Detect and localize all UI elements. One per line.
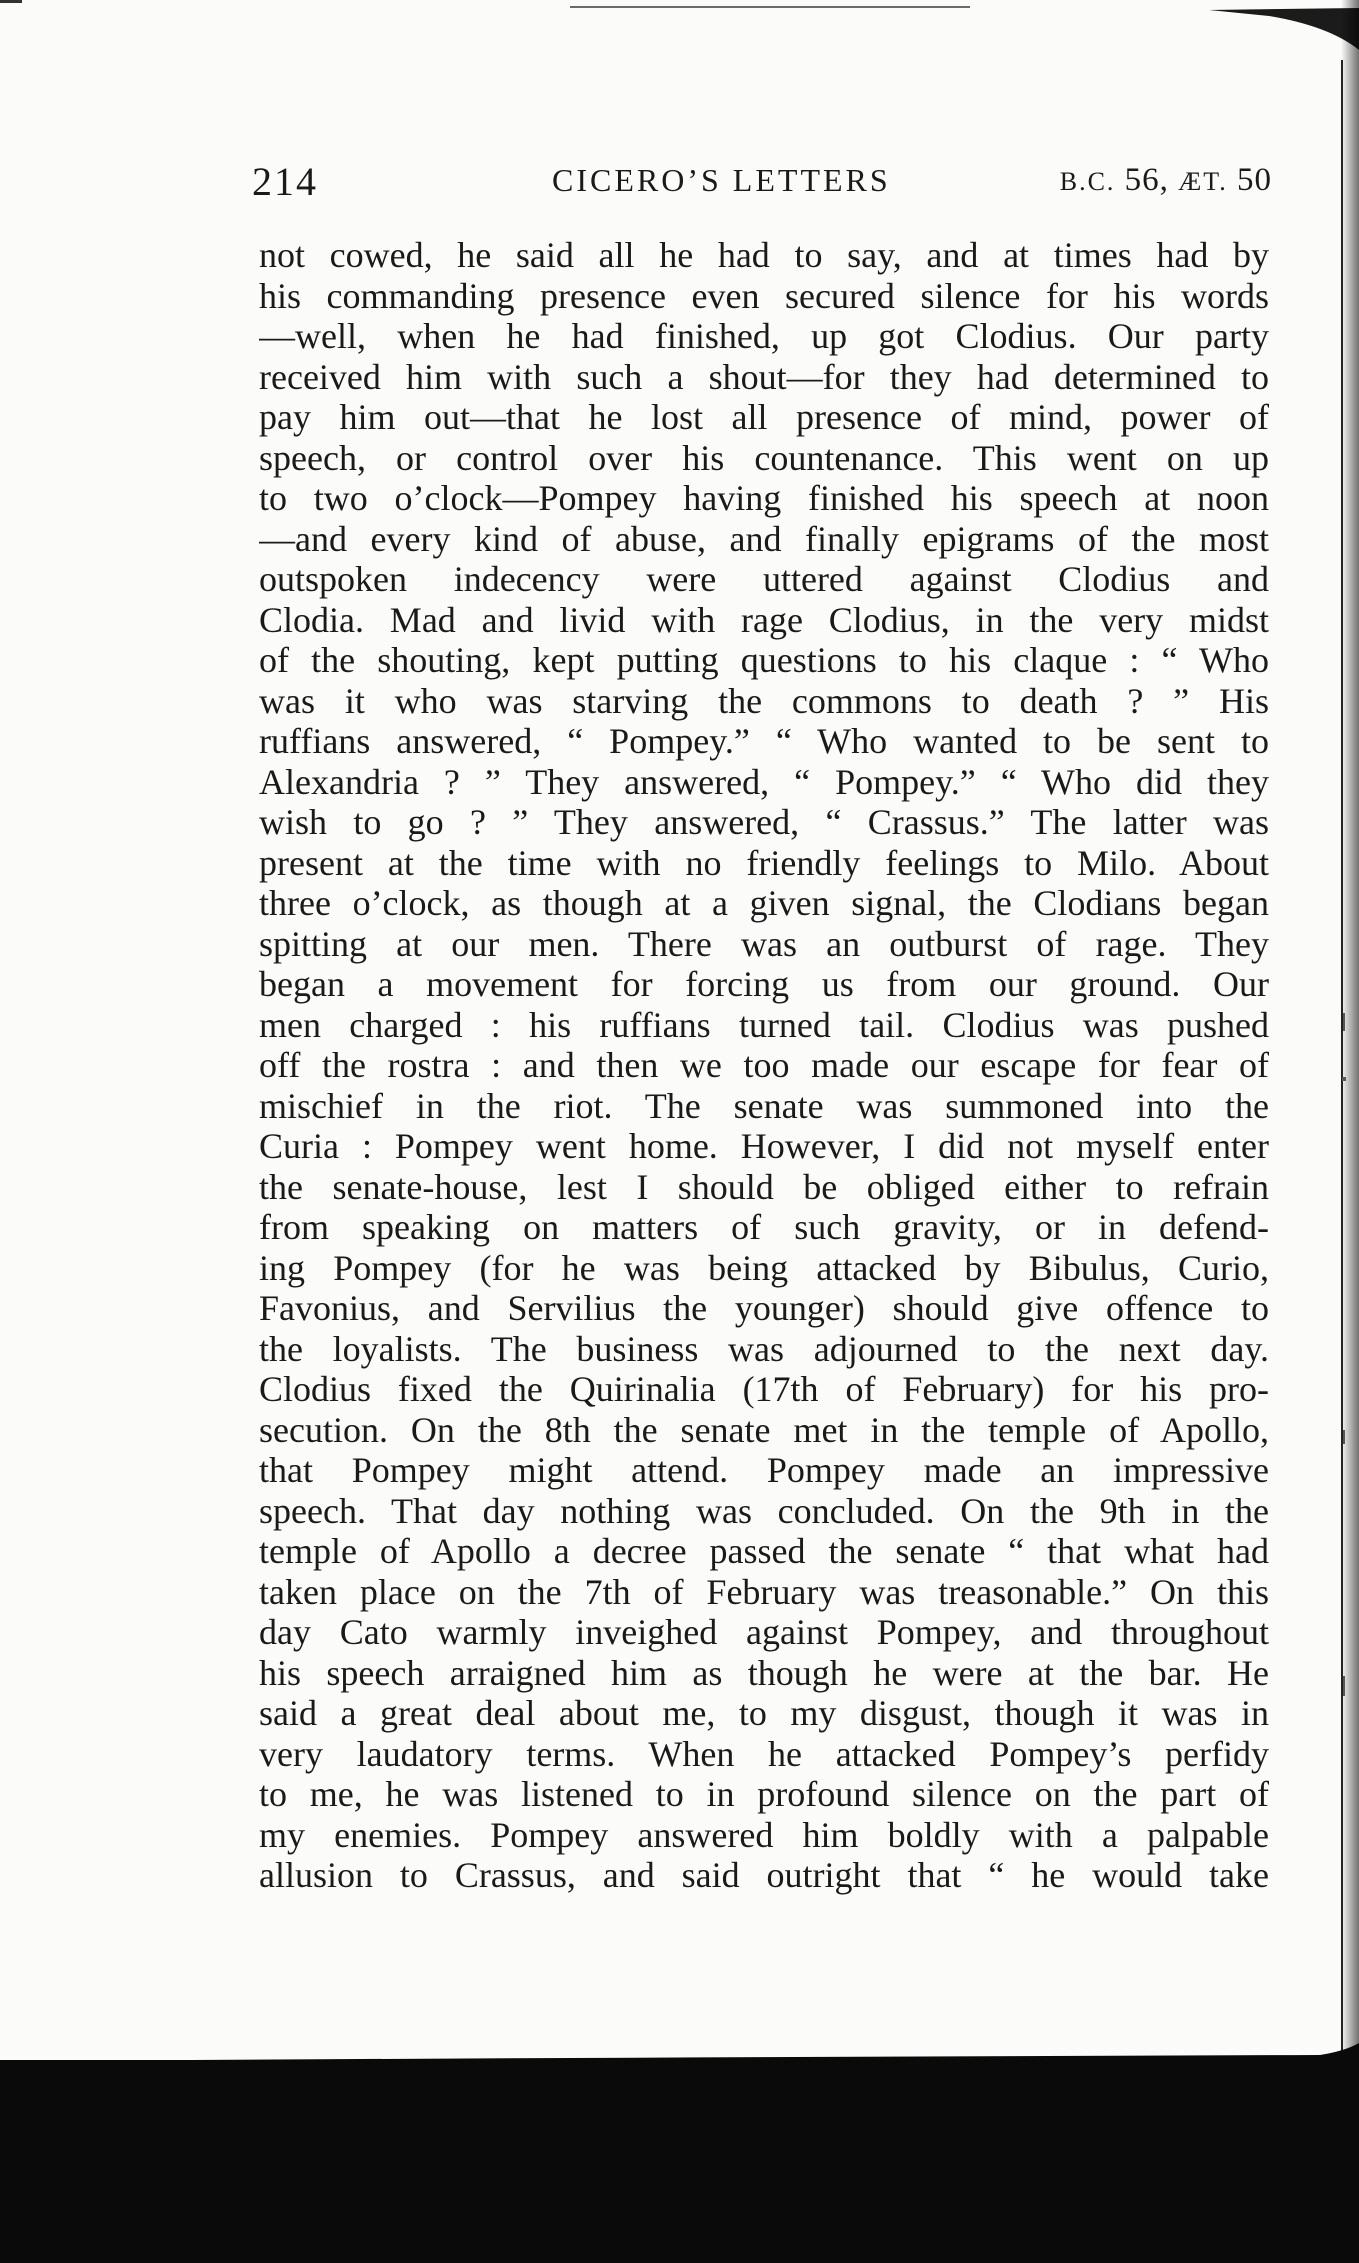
text-line: outspoken indecency were uttered against Clodius and	[259, 559, 1269, 599]
margin-speck	[1343, 1430, 1345, 1444]
body-text	[259, 235, 1269, 1896]
text-line: his speech arraigned him as though he were at the bar. He	[259, 1652, 1269, 1693]
text-line: to me, he was listened to in profound silence on the part of	[259, 1774, 1269, 1814]
text-line: men charged : his ruffians turned tail. Clodius was pushed	[259, 1004, 1269, 1045]
text-line: the loyalists. The business was adjourned to the next day.	[259, 1328, 1269, 1369]
text-line: secution. On the 8th the senate met in the temple of Apollo,	[259, 1409, 1269, 1450]
text-line: wish to go ? ” They answered, “ Crassus.” The latter was	[259, 802, 1269, 842]
text-line: Favonius, and Servilius the younger) should give offence to	[259, 1288, 1269, 1328]
text-line: speech, or control over his countenance. This went on up	[259, 437, 1269, 478]
top-scan-rule	[570, 6, 970, 8]
top-edge-mark	[0, 0, 22, 3]
text-line: ing Pompey (for he was being attacked by Bibulus, Curio,	[259, 1247, 1269, 1288]
text-line: pay him out—that he lost all presence of mind, power of	[259, 397, 1269, 437]
date-aet: ÆT.	[1178, 167, 1228, 196]
text-line: allusion to Crassus, and said outright that “ he would take	[259, 1855, 1269, 1895]
margin-speck	[1342, 1077, 1346, 1081]
text-line: Alexandria ? ” They answered, “ Pompey.” “ Who did they	[259, 761, 1269, 802]
text-line: not cowed, he said all he had to say, and at times had by	[259, 235, 1269, 275]
text-line: of the shouting, kept putting questions to his claque : “ Who	[259, 640, 1269, 680]
text-line: his commanding presence even secured silence for his words	[259, 275, 1269, 316]
text-line: said a great deal about me, to my disgust, though it was in	[259, 1693, 1269, 1733]
text-line: Clodius fixed the Quirinalia (17th of February) for his pro-	[259, 1369, 1269, 1409]
text-line: from speaking on matters of such gravity, or in defend-	[259, 1207, 1269, 1247]
text-line: three o’clock, as though at a given signal, the Clodians began	[259, 883, 1269, 923]
text-line: off the rostra : and then we too made our escape for fear of	[259, 1045, 1269, 1085]
text-line: the senate-house, lest I should be obliged either to refrain	[259, 1166, 1269, 1207]
text-line: Curia : Pompey went home. However, I did not myself enter	[259, 1126, 1269, 1166]
page-header	[252, 158, 1272, 208]
date-year: 56,	[1124, 162, 1169, 198]
text-line: —and every kind of abuse, and finally epigrams of the most	[259, 518, 1269, 559]
text-line: was it who was starving the commons to death ? ” His	[259, 680, 1269, 721]
margin-speck	[1343, 1676, 1345, 1696]
text-line: speech. That day nothing was concluded. On the 9th in the	[259, 1490, 1269, 1531]
text-line: day Cato warmly inveighed against Pompey, and throughout	[259, 1612, 1269, 1652]
text-line: mischief in the riot. The senate was summoned into the	[259, 1085, 1269, 1126]
text-line: received him with such a shout—for they had determined to	[259, 356, 1269, 397]
text-line: present at the time with no friendly feelings to Milo. About	[259, 842, 1269, 883]
date-reference	[1060, 162, 1272, 199]
page-corner-curl	[1209, 6, 1359, 56]
text-line: ruffians answered, “ Pompey.” “ Who wanted to be sent to	[259, 721, 1269, 761]
margin-speck	[1343, 1013, 1345, 1031]
text-line: temple of Apollo a decree passed the senate “ that what had	[259, 1531, 1269, 1571]
text-line: my enemies. Pompey answered him boldly with a palpable	[259, 1814, 1269, 1855]
running-head: CICERO’S LETTERS	[552, 162, 891, 198]
text-line: that Pompey might attend. Pompey made an impressive	[259, 1450, 1269, 1490]
text-line: Clodia. Mad and livid with rage Clodius, in the very midst	[259, 599, 1269, 640]
page-number: 214	[252, 159, 318, 204]
text-line: to two o’clock—Pompey having finished his speech at noon	[259, 478, 1269, 518]
text-line: spitting at our men. There was an outburst of rage. They	[259, 923, 1269, 964]
date-age: 50	[1237, 162, 1272, 198]
text-line: taken place on the 7th of February was treasonable.” On this	[259, 1571, 1269, 1612]
scan-bottom-band	[0, 2060, 1359, 2263]
text-line: very laudatory terms. When he attacked Pompey’s perfidy	[259, 1733, 1269, 1774]
text-line: —well, when he had finished, up got Clodius. Our party	[259, 316, 1269, 356]
page-edge-shadow	[1341, 0, 1359, 2100]
date-era: B.C.	[1059, 167, 1116, 196]
text-line: began a movement for forcing us from our ground. Our	[259, 964, 1269, 1004]
